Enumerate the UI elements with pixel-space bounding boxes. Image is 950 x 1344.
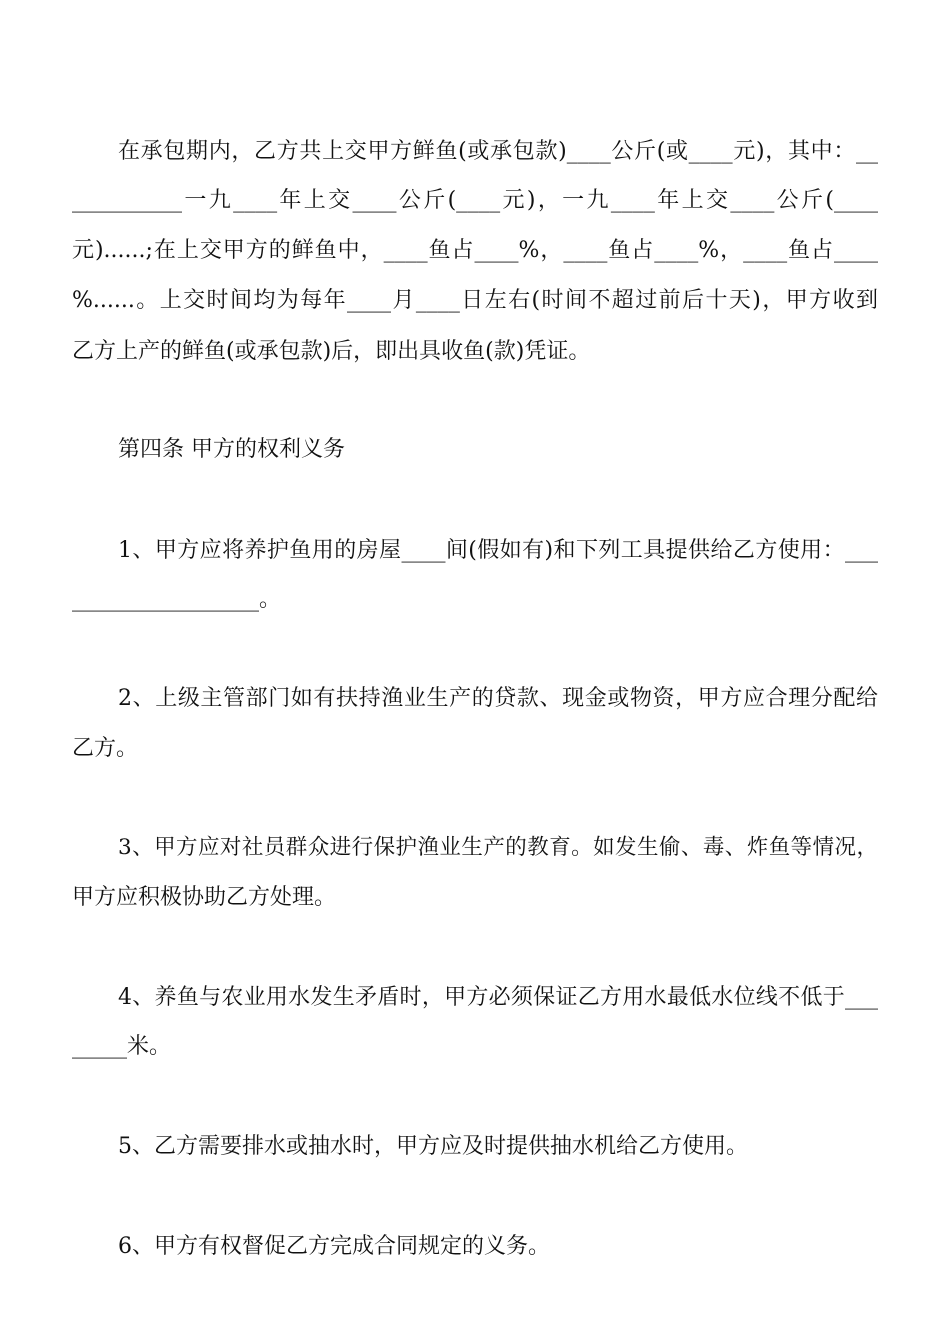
text-line: 2、上级主管部门如有扶持渔业生产的贷款、现金或物资，甲方应合理分配给 <box>118 686 878 711</box>
text-line: %......。上交时间均为每年____月____日左右(时间不超过前后十天)，甲方收到 <box>72 288 878 313</box>
text-line: 3、甲方应对社员群众进行保护渔业生产的教育。如发生偷、毒、炸鱼等情况， <box>118 835 878 860</box>
text-line: 乙方。 <box>72 736 139 761</box>
text-line: 5、乙方需要排水或抽水时，甲方应及时提供抽水机给乙方使用。 <box>118 1134 748 1159</box>
text-line: 甲方应积极协助乙方处理。 <box>72 885 337 910</box>
text-line: _____米。 <box>72 1034 172 1059</box>
text-line: _________________。 <box>72 587 282 612</box>
section-heading: 第四条 甲方的权利义务 <box>118 437 345 462</box>
text-line: 在承包期内，乙方共上交甲方鲜鱼(或承包款)____公斤(或____元)，其中：__ <box>118 139 878 164</box>
text-line: 1、甲方应将养护鱼用的房屋____间(假如有)和下列工具提供给乙方使用：___ <box>118 538 878 563</box>
text-line: 乙方上产的鲜鱼(或承包款)后，即出具收鱼(款)凭证。 <box>72 339 591 364</box>
text-line: __________一九____年上交____公斤(____元)，一九____年上交____公斤(____ <box>72 188 878 213</box>
text-line: 元)......;在上交甲方的鲜鱼中，____鱼占____%，____鱼占____%，____鱼占____ <box>72 238 878 263</box>
text-line: 6、甲方有权督促乙方完成合同规定的义务。 <box>118 1234 550 1259</box>
text-line: 4、养鱼与农业用水发生矛盾时，甲方必须保证乙方用水最低水位线不低于___ <box>118 985 878 1010</box>
